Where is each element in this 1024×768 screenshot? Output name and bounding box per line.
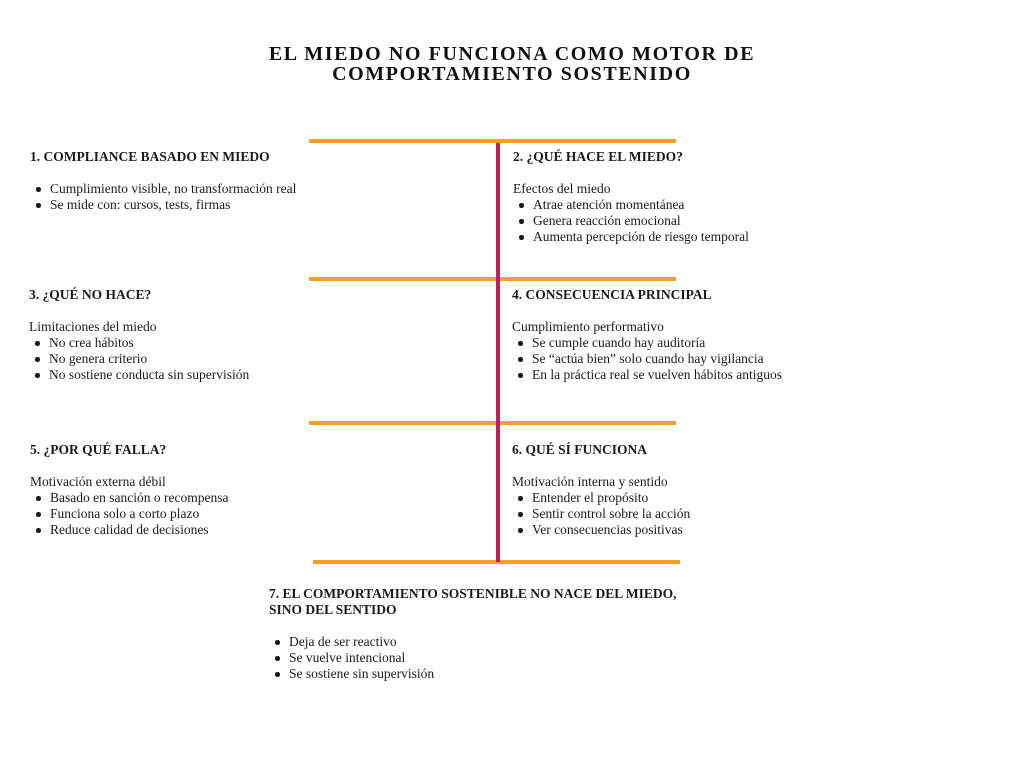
divider-line-2 xyxy=(309,277,676,281)
list-item: No crea hábitos xyxy=(29,335,469,351)
list-item: Se mide con: cursos, tests, firmas xyxy=(30,197,470,213)
list-item: No genera criterio xyxy=(29,351,469,367)
list-item: Se sostiene sin supervisión xyxy=(269,666,789,682)
title-line-1: EL MIEDO NO FUNCIONA COMO MOTOR DE xyxy=(268,43,756,65)
section-5-heading: 5. ¿POR QUÉ FALLA? xyxy=(30,442,167,457)
section-4-intro: Cumplimiento performativo xyxy=(512,319,664,334)
list-item: Sentir control sobre la acción xyxy=(512,506,992,522)
title-line-2: COMPORTAMIENTO SOSTENIDO xyxy=(332,63,692,85)
section-3-list xyxy=(29,335,469,383)
section-5-list xyxy=(30,490,470,538)
list-item: Genera reacción emocional xyxy=(513,213,993,229)
list-item: Basado en sanción o recompensa xyxy=(30,490,470,506)
list-item: En la práctica real se vuelven hábitos antiguos xyxy=(512,367,1002,383)
list-item: Reduce calidad de decisiones xyxy=(30,522,470,538)
section-1-list xyxy=(30,181,470,213)
list-item: Se “actúa bien” solo cuando hay vigilancia xyxy=(512,351,1002,367)
list-item: No sostiene conducta sin supervisión xyxy=(29,367,469,383)
center-spine xyxy=(496,143,500,562)
section-5-por-que-falla xyxy=(30,442,470,538)
section-3-intro: Limitaciones del miedo xyxy=(29,319,157,334)
section-7-heading-line-1: 7. EL COMPORTAMIENTO SOSTENIBLE NO NACE DEL MIEDO, xyxy=(269,586,677,601)
list-item: Se cumple cuando hay auditoría xyxy=(512,335,1002,351)
section-2-intro: Efectos del miedo xyxy=(513,181,611,196)
page-title xyxy=(0,44,1024,84)
section-4-list xyxy=(512,335,1002,383)
section-1-heading: 1. COMPLIANCE BASADO EN MIEDO xyxy=(30,149,270,164)
section-2-heading: 2. ¿QUÉ HACE EL MIEDO? xyxy=(513,149,683,164)
section-6-que-si-funciona xyxy=(512,442,992,538)
section-7-heading-line-2: SINO DEL SENTIDO xyxy=(269,602,397,617)
section-7-conclusion xyxy=(269,586,789,682)
section-3-que-no-hace xyxy=(29,287,469,383)
divider-line-3 xyxy=(309,421,676,425)
list-item: Deja de ser reactivo xyxy=(269,634,789,650)
divider-line-1 xyxy=(309,139,676,143)
list-item: Se vuelve intencional xyxy=(269,650,789,666)
section-4-consecuencia xyxy=(512,287,1002,383)
list-item: Aumenta percepción de riesgo temporal xyxy=(513,229,993,245)
section-6-heading: 6. QUÉ SÍ FUNCIONA xyxy=(512,442,648,457)
list-item: Cumplimiento visible, no transformación real xyxy=(30,181,470,197)
section-6-list xyxy=(512,490,992,538)
section-4-heading: 4. CONSECUENCIA PRINCIPAL xyxy=(512,287,712,302)
list-item: Ver consecuencias positivas xyxy=(512,522,992,538)
section-3-heading: 3. ¿QUÉ NO HACE? xyxy=(29,287,152,302)
list-item: Entender el propósito xyxy=(512,490,992,506)
section-6-intro: Motivación interna y sentido xyxy=(512,474,668,489)
section-2-list xyxy=(513,197,993,245)
section-5-intro: Motivación externa débil xyxy=(30,474,166,489)
section-1-compliance xyxy=(30,149,470,213)
list-item: Funciona solo a corto plazo xyxy=(30,506,470,522)
section-7-list xyxy=(269,634,789,682)
section-2-que-hace xyxy=(513,149,993,245)
list-item: Atrae atención momentánea xyxy=(513,197,993,213)
